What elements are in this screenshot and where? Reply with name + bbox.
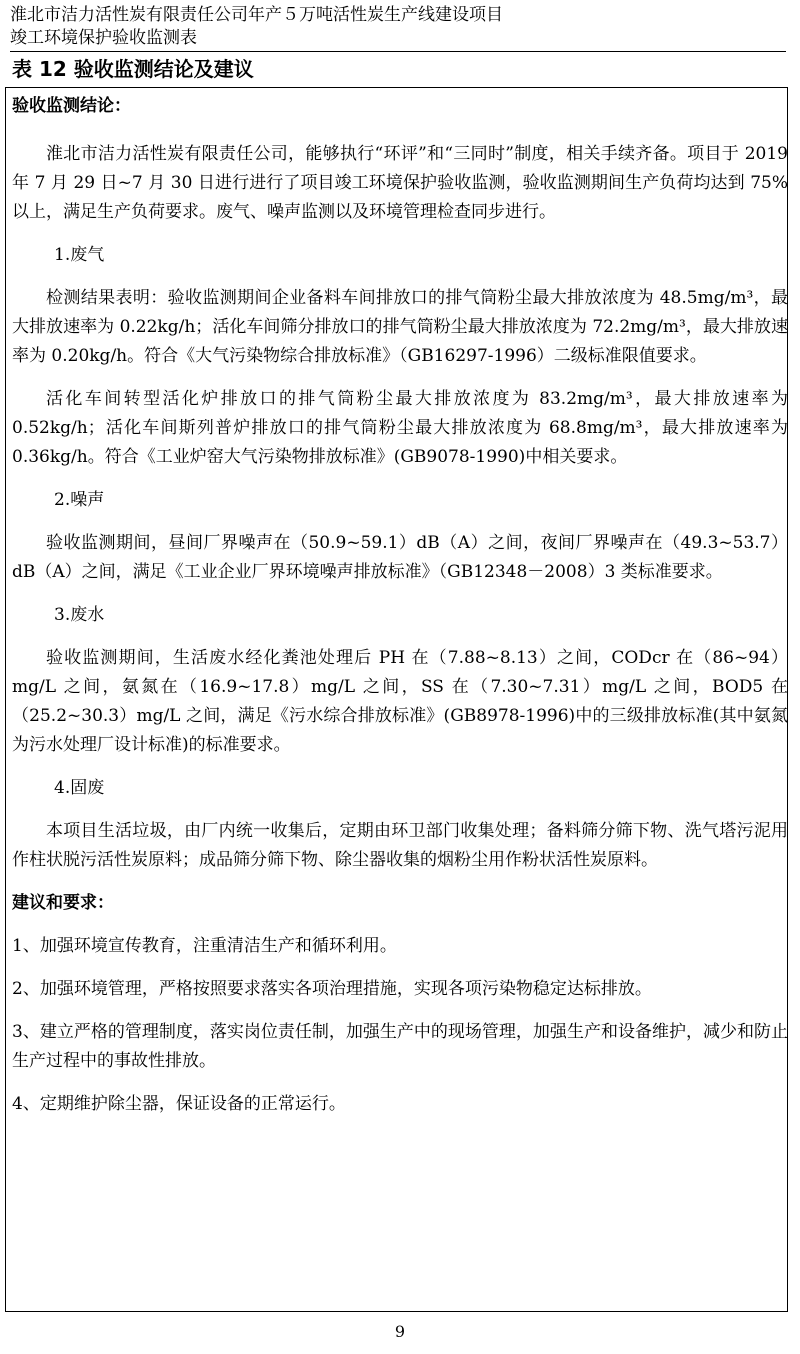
suggestion-item-2: 2、加强环境管理，严格按照要求落实各项治理措施，实现各项污染物稳定达标排放。 — [12, 979, 652, 999]
header-subtitle: 竣工环境保护验收监测表 — [10, 28, 197, 48]
suggestions-heading: 建议和要求： — [12, 893, 114, 913]
table-title: 表 12 验收监测结论及建议 — [12, 57, 254, 81]
suggestion-item-3: 3、建立严格的管理制度，落实岗位责任制，加强生产中的现场管理，加强生产和设备维护，减少和防止生产过程中的事故性排放。 — [12, 1022, 788, 1071]
suggestion-item-1: 1、加强环境宣传教育，注重清洁生产和循环利用。 — [12, 936, 397, 956]
header-project-title: 淮北市洁力活性炭有限责任公司年产５万吨活性炭生产线建设项目 — [10, 5, 503, 25]
noise-paragraph: 验收监测期间，昼间厂界噪声在（50.9~59.1）dB（A）之间，夜间厂界噪声在（49.3~53.7）dB（A）之间，满足《工业企业厂界环境噪声排放标准》（GB12348－2008）3 类标准要求。 — [12, 533, 788, 582]
solid-waste-paragraph: 本项目生活垃圾，由厂内统一收集后，定期由环卫部门收集处理；备料筛分筛下物、洗气塔污泥用作柱状脱污活性炭原料；成品筛分筛下物、除尘器收集的烟粉尘用作粉状活性炭原料。 — [12, 821, 788, 870]
exhaust-paragraph-2: 活化车间转型活化炉排放口的排气筒粉尘最大排放浓度为 83.2mg/m³，最大排放速率为 0.52kg/h；活化车间斯列普炉排放口的排气筒粉尘最大排放浓度为 68.8mg/m³，最大排放速率为 0.36kg/h。符合《工业炉窑大气污染物排放标准》(GB9078-1990)中相关要求。 — [12, 389, 788, 467]
page-number: 9 — [394, 1322, 406, 1341]
header-divider — [10, 51, 786, 52]
conclusion-table-content — [12, 92, 788, 1133]
suggestion-item-4: 4、定期维护除尘器，保证设备的正常运行。 — [12, 1094, 346, 1114]
conclusion-heading: 验收监测结论： — [12, 96, 131, 116]
wastewater-paragraph: 验收监测期间，生活废水经化粪池处理后 PH 在（7.88~8.13）之间，CODcr 在（86~94）mg/L 之间，氨氮在（16.9~17.8）mg/L 之间，SS 在（7.30~7.31）mg/L 之间，BOD5 在（25.2~30.3）mg/L 之间，满足《污水综合排放标准》(GB8978-1996)中的三级排放标准(其中氨氮为污水处理厂设计标准)的标准要求。 — [12, 648, 788, 755]
section-title-noise: 2.噪声 — [54, 490, 105, 510]
section-title-exhaust: 1.废气 — [54, 245, 105, 265]
exhaust-paragraph-1: 检测结果表明：验收监测期间企业备料车间排放口的排气筒粉尘最大排放浓度为 48.5mg/m³，最大排放速率为 0.22kg/h；活化车间筛分排放口的排气筒粉尘最大排放浓度为 72.2mg/m³，最大排放速率为 0.20kg/h。符合《大气污染物综合排放标准》（GB16297-1996）二级标准限值要求。 — [12, 288, 788, 366]
section-title-wastewater: 3.废水 — [54, 605, 105, 625]
document-header — [10, 4, 785, 50]
conclusion-intro: 淮北市洁力活性炭有限责任公司，能够执行“环评”和“三同时”制度，相关手续齐备。项目于 2019 年 7 月 29 日~7 月 30 日进行进行了项目竣工环境保护验收监测，验收监测期间生产负荷均达到 75%以上，满足生产负荷要求。废气、噪声监测以及环境管理检查同步进行。 — [12, 144, 788, 222]
section-title-solid-waste: 4.固废 — [54, 778, 105, 798]
